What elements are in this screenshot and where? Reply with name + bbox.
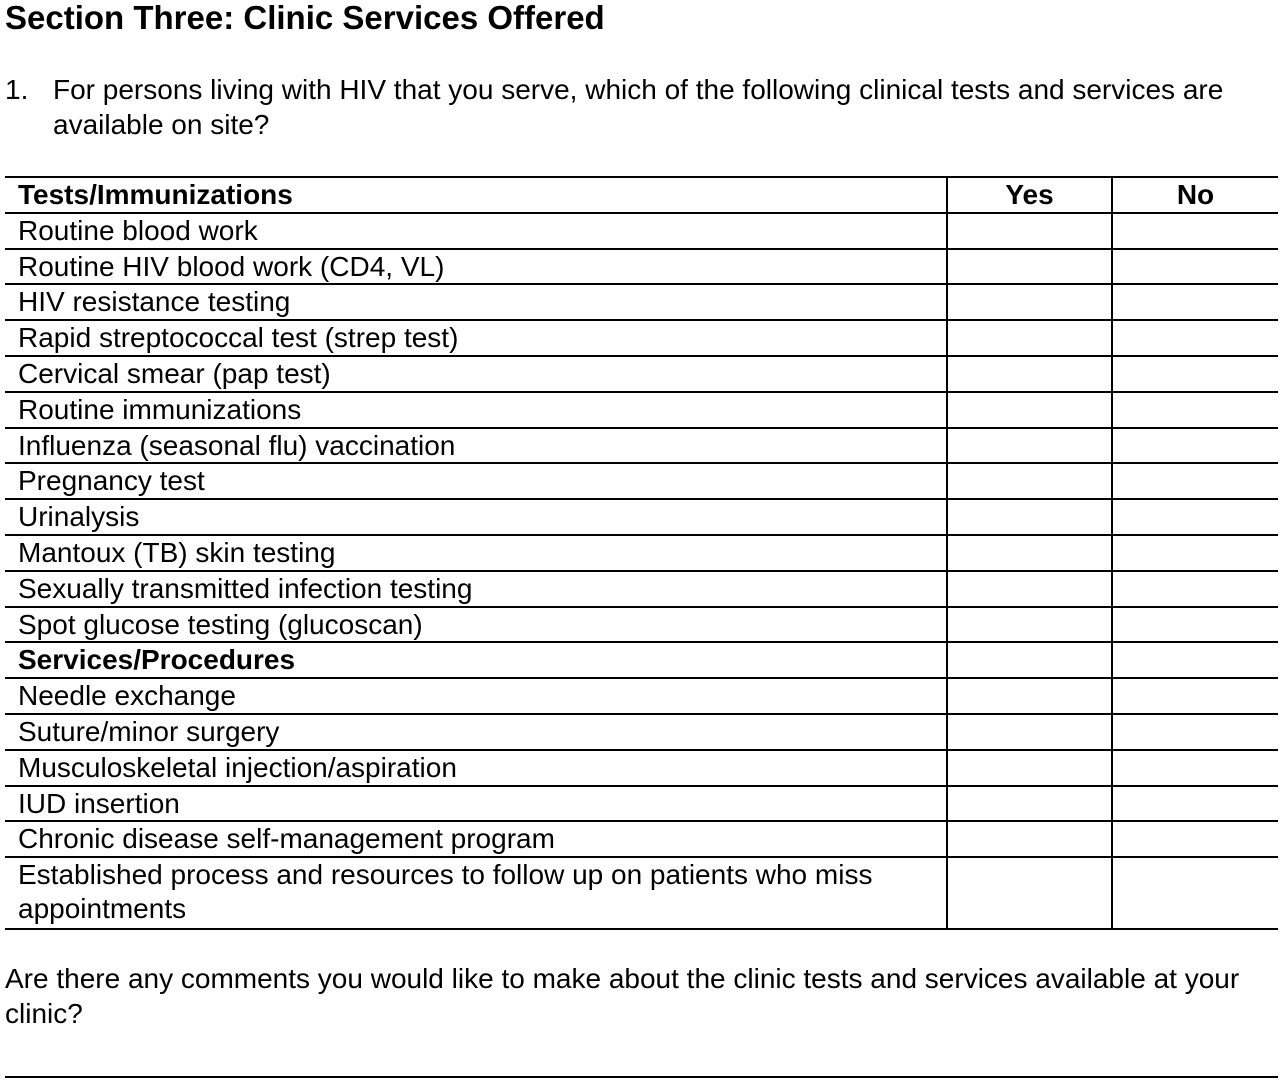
no-cell[interactable] <box>1112 821 1278 857</box>
yes-cell[interactable] <box>947 535 1112 571</box>
yes-cell[interactable] <box>947 249 1112 285</box>
table-row <box>5 750 1278 786</box>
no-cell[interactable] <box>1112 857 1278 929</box>
row-label: Spot glucose testing (glucoscan) <box>5 607 947 643</box>
yes-cell[interactable] <box>947 320 1112 356</box>
no-cell[interactable] <box>1112 786 1278 822</box>
section-header-services-procedures: Services/Procedures <box>5 642 947 678</box>
table-row <box>5 320 1278 356</box>
yes-cell[interactable] <box>947 428 1112 464</box>
row-label: Routine HIV blood work (CD4, VL) <box>5 249 947 285</box>
no-cell[interactable] <box>1112 678 1278 714</box>
table-row <box>5 392 1278 428</box>
table-row <box>5 463 1278 499</box>
no-cell[interactable] <box>1112 284 1278 320</box>
table-row <box>5 428 1278 464</box>
yes-cell[interactable] <box>947 463 1112 499</box>
table-header-row <box>5 177 1278 213</box>
table-row <box>5 678 1278 714</box>
no-cell[interactable] <box>1112 392 1278 428</box>
yes-cell[interactable] <box>947 786 1112 822</box>
table-row <box>5 535 1278 571</box>
question-number: 1. <box>5 74 29 105</box>
yes-cell[interactable] <box>947 607 1112 643</box>
row-label: Cervical smear (pap test) <box>5 356 947 392</box>
no-cell[interactable] <box>1112 535 1278 571</box>
row-label: Rapid streptococcal test (strep test) <box>5 320 947 356</box>
no-cell[interactable] <box>1112 499 1278 535</box>
table-row <box>5 356 1278 392</box>
no-cell[interactable] <box>1112 356 1278 392</box>
row-label: Routine blood work <box>5 213 947 249</box>
comments-question: Are there any comments you would like to make about the clinic tests and services available at your clinic? <box>5 963 1240 1029</box>
no-cell[interactable] <box>1112 607 1278 643</box>
no-cell[interactable] <box>1112 571 1278 607</box>
row-label: Urinalysis <box>5 499 947 535</box>
row-label: Suture/minor surgery <box>5 714 947 750</box>
yes-cell[interactable] <box>947 213 1112 249</box>
row-label: Chronic disease self-management program <box>5 821 947 857</box>
no-cell[interactable] <box>1112 750 1278 786</box>
table-row <box>5 213 1278 249</box>
no-cell[interactable] <box>1112 428 1278 464</box>
row-label: Musculoskeletal injection/aspiration <box>5 750 947 786</box>
question-text: For persons living with HIV that you serve, which of the following clinical tests and services are available on site? <box>53 74 1224 140</box>
table-row <box>5 499 1278 535</box>
table-row <box>5 857 1278 929</box>
yes-cell[interactable] <box>947 499 1112 535</box>
row-label: HIV resistance testing <box>5 284 947 320</box>
header-no: No <box>1112 177 1278 213</box>
yes-cell[interactable] <box>947 356 1112 392</box>
yes-cell[interactable] <box>947 678 1112 714</box>
table-row <box>5 714 1278 750</box>
no-cell[interactable] <box>1112 213 1278 249</box>
row-label: Sexually transmitted infection testing <box>5 571 947 607</box>
section-header-row <box>5 642 1278 678</box>
no-cell[interactable] <box>1112 249 1278 285</box>
yes-cell[interactable] <box>947 284 1112 320</box>
yes-cell[interactable] <box>947 857 1112 929</box>
header-yes: Yes <box>947 177 1112 213</box>
yes-cell[interactable] <box>947 714 1112 750</box>
no-cell[interactable] <box>1112 320 1278 356</box>
yes-cell[interactable] <box>947 571 1112 607</box>
page-title: Section Three: Clinic Services Offered <box>5 0 605 36</box>
yes-cell[interactable] <box>947 750 1112 786</box>
yes-cell[interactable] <box>947 821 1112 857</box>
row-label: IUD insertion <box>5 786 947 822</box>
no-cell[interactable] <box>1112 714 1278 750</box>
table-row <box>5 786 1278 822</box>
services-table <box>5 176 1278 930</box>
row-label: Mantoux (TB) skin testing <box>5 535 947 571</box>
header-tests-immunizations: Tests/Immunizations <box>5 177 947 213</box>
table-row <box>5 284 1278 320</box>
row-label: Pregnancy test <box>5 463 947 499</box>
yes-cell <box>947 642 1112 678</box>
row-label: Influenza (seasonal flu) vaccination <box>5 428 947 464</box>
yes-cell[interactable] <box>947 392 1112 428</box>
table-row <box>5 249 1278 285</box>
no-cell <box>1112 642 1278 678</box>
row-label: Established process and resources to follow up on patients who miss appointments <box>5 857 947 929</box>
table-row <box>5 571 1278 607</box>
table-row <box>5 821 1278 857</box>
no-cell[interactable] <box>1112 463 1278 499</box>
table-row <box>5 607 1278 643</box>
question-1 <box>5 72 1275 142</box>
row-label: Needle exchange <box>5 678 947 714</box>
row-label: Routine immunizations <box>5 392 947 428</box>
comments-answer-line[interactable] <box>5 1076 1278 1078</box>
